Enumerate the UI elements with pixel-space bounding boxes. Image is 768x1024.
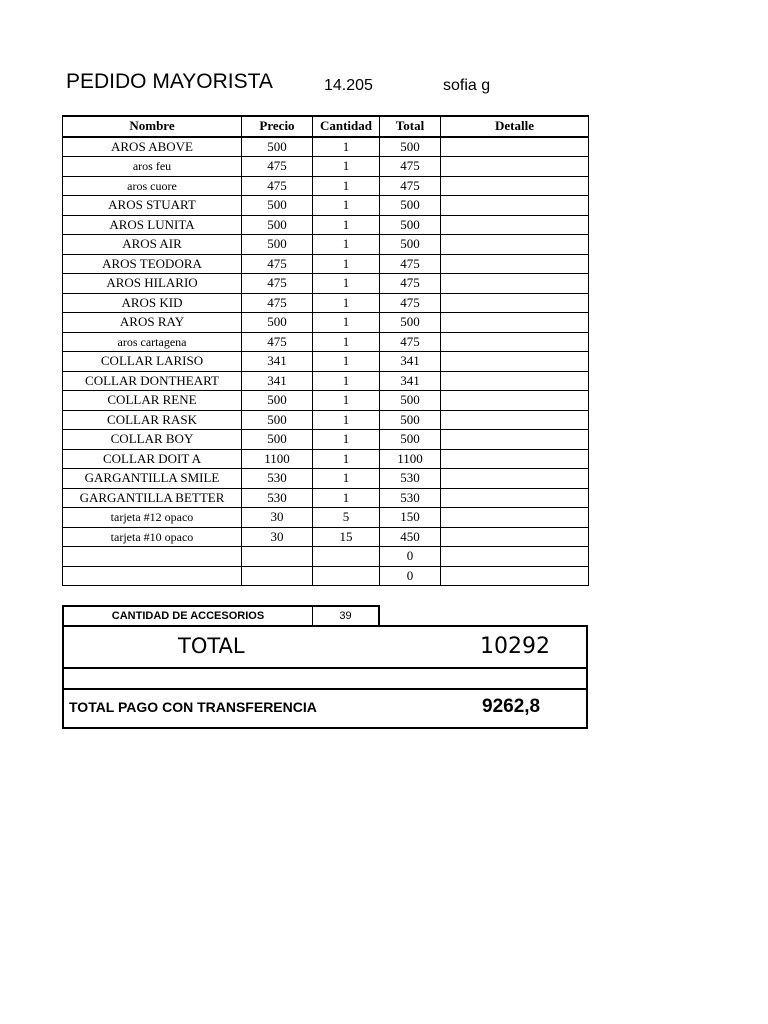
cell-detalle <box>441 508 589 528</box>
table-header-row <box>63 116 589 137</box>
cell-detalle <box>441 137 589 157</box>
cell-cantidad: 1 <box>313 137 380 157</box>
cell-nombre: GARGANTILLA BETTER <box>63 488 242 508</box>
table-row <box>63 488 589 508</box>
column-header-precio: Precio <box>242 116 313 137</box>
cell-cantidad: 1 <box>313 430 380 450</box>
table-row <box>63 449 589 469</box>
cell-precio: 530 <box>242 469 313 489</box>
cell-cantidad: 1 <box>313 371 380 391</box>
cell-nombre <box>63 566 242 586</box>
cell-precio: 530 <box>242 488 313 508</box>
cell-detalle <box>441 235 589 255</box>
cell-nombre: AROS AIR <box>63 235 242 255</box>
cell-precio: 500 <box>242 137 313 157</box>
cell-nombre: COLLAR DONTHEART <box>63 371 242 391</box>
cell-nombre: COLLAR BOY <box>63 430 242 450</box>
table-row <box>63 410 589 430</box>
cell-nombre <box>63 547 242 567</box>
accessories-count-value: 39 <box>312 605 380 627</box>
table-row <box>63 332 589 352</box>
blank-row <box>64 669 586 690</box>
accessories-count-box <box>62 605 379 625</box>
cell-total: 475 <box>380 332 441 352</box>
table-row <box>63 196 589 216</box>
cell-nombre: AROS HILARIO <box>63 274 242 294</box>
cell-total: 500 <box>380 235 441 255</box>
table-row <box>63 352 589 372</box>
cell-precio: 500 <box>242 430 313 450</box>
cell-total: 475 <box>380 274 441 294</box>
cell-precio: 475 <box>242 176 313 196</box>
table-row <box>63 430 589 450</box>
cell-total: 500 <box>380 215 441 235</box>
cell-detalle <box>441 332 589 352</box>
column-header-nombre: Nombre <box>63 116 242 137</box>
cell-cantidad: 1 <box>313 157 380 177</box>
cell-nombre: AROS TEODORA <box>63 254 242 274</box>
cell-nombre: AROS LUNITA <box>63 215 242 235</box>
cell-precio: 500 <box>242 410 313 430</box>
cell-detalle <box>441 352 589 372</box>
cell-precio: 475 <box>242 274 313 294</box>
cell-detalle <box>441 176 589 196</box>
cell-precio <box>242 547 313 567</box>
cell-cantidad: 1 <box>313 254 380 274</box>
cell-total: 500 <box>380 313 441 333</box>
table-row <box>63 566 589 586</box>
table-row <box>63 293 589 313</box>
transfer-total-label: TOTAL PAGO CON TRANSFERENCIA <box>69 699 317 715</box>
cell-cantidad: 1 <box>313 196 380 216</box>
cell-precio: 475 <box>242 254 313 274</box>
cell-cantidad <box>313 547 380 567</box>
cell-nombre: COLLAR LARISO <box>63 352 242 372</box>
cell-detalle <box>441 410 589 430</box>
totals-box <box>62 625 588 729</box>
table-row <box>63 391 589 411</box>
cell-cantidad: 5 <box>313 508 380 528</box>
cell-precio: 30 <box>242 527 313 547</box>
cell-cantidad: 1 <box>313 274 380 294</box>
cell-detalle <box>441 254 589 274</box>
cell-nombre: AROS STUART <box>63 196 242 216</box>
cell-cantidad: 1 <box>313 469 380 489</box>
cell-detalle <box>441 157 589 177</box>
cell-nombre: COLLAR RENE <box>63 391 242 411</box>
cell-detalle <box>441 469 589 489</box>
cell-total: 341 <box>380 371 441 391</box>
cell-total: 500 <box>380 196 441 216</box>
cell-total: 475 <box>380 176 441 196</box>
cell-cantidad: 1 <box>313 235 380 255</box>
table-row <box>63 254 589 274</box>
cell-nombre: aros feu <box>63 157 242 177</box>
cell-detalle <box>441 313 589 333</box>
page-title: PEDIDO MAYORISTA <box>66 70 273 93</box>
column-header-cantidad: Cantidad <box>313 116 380 137</box>
cell-cantidad <box>313 566 380 586</box>
cell-cantidad: 1 <box>313 313 380 333</box>
column-header-total: Total <box>380 116 441 137</box>
cell-nombre: aros cuore <box>63 176 242 196</box>
total-value: 10292 <box>480 634 550 659</box>
cell-nombre: COLLAR RASK <box>63 410 242 430</box>
cell-precio: 1100 <box>242 449 313 469</box>
cell-total: 500 <box>380 391 441 411</box>
cell-detalle <box>441 488 589 508</box>
cell-detalle <box>441 215 589 235</box>
table-row <box>63 215 589 235</box>
cell-cantidad: 1 <box>313 449 380 469</box>
cell-nombre: AROS RAY <box>63 313 242 333</box>
cell-total: 450 <box>380 527 441 547</box>
cell-cantidad: 1 <box>313 332 380 352</box>
cell-total: 500 <box>380 430 441 450</box>
cell-detalle <box>441 547 589 567</box>
cell-detalle <box>441 449 589 469</box>
cell-nombre: tarjeta #10 opaco <box>63 527 242 547</box>
cell-total: 500 <box>380 410 441 430</box>
cell-precio: 30 <box>242 508 313 528</box>
cell-precio: 341 <box>242 352 313 372</box>
cell-detalle <box>441 430 589 450</box>
total-row <box>64 627 586 669</box>
client-name: sofia g <box>443 77 491 94</box>
cell-nombre: tarjeta #12 opaco <box>63 508 242 528</box>
cell-total: 341 <box>380 352 441 372</box>
table-row <box>63 235 589 255</box>
cell-nombre: AROS ABOVE <box>63 137 242 157</box>
accessories-count-label: CANTIDAD DE ACCESORIOS <box>62 605 313 627</box>
table-row <box>63 508 589 528</box>
cell-precio: 475 <box>242 293 313 313</box>
table-row <box>63 469 589 489</box>
cell-total: 530 <box>380 469 441 489</box>
cell-precio: 500 <box>242 235 313 255</box>
cell-detalle <box>441 293 589 313</box>
cell-nombre: AROS KID <box>63 293 242 313</box>
cell-total: 475 <box>380 157 441 177</box>
table-row <box>63 137 589 157</box>
cell-cantidad: 1 <box>313 352 380 372</box>
column-header-detalle: Detalle <box>441 116 589 137</box>
cell-cantidad: 1 <box>313 176 380 196</box>
order-number: 14.205 <box>324 77 373 94</box>
cell-cantidad: 1 <box>313 488 380 508</box>
table-row <box>63 547 589 567</box>
cell-total: 0 <box>380 547 441 567</box>
table-row <box>63 157 589 177</box>
cell-total: 0 <box>380 566 441 586</box>
cell-precio: 500 <box>242 215 313 235</box>
cell-total: 475 <box>380 293 441 313</box>
transfer-total-value: 9262,8 <box>482 696 541 717</box>
transfer-total-row <box>64 690 586 727</box>
table-row <box>63 274 589 294</box>
cell-precio: 500 <box>242 313 313 333</box>
cell-total: 475 <box>380 254 441 274</box>
cell-total: 1100 <box>380 449 441 469</box>
cell-detalle <box>441 566 589 586</box>
cell-precio: 500 <box>242 196 313 216</box>
cell-total: 500 <box>380 137 441 157</box>
cell-cantidad: 1 <box>313 391 380 411</box>
cell-nombre: COLLAR DOIT A <box>63 449 242 469</box>
cell-total: 150 <box>380 508 441 528</box>
cell-nombre: GARGANTILLA SMILE <box>63 469 242 489</box>
cell-cantidad: 1 <box>313 293 380 313</box>
cell-detalle <box>441 391 589 411</box>
cell-precio: 475 <box>242 332 313 352</box>
cell-cantidad: 15 <box>313 527 380 547</box>
table-row <box>63 313 589 333</box>
cell-precio: 341 <box>242 371 313 391</box>
cell-detalle <box>441 274 589 294</box>
cell-nombre: aros cartagena <box>63 332 242 352</box>
table-row <box>63 371 589 391</box>
cell-total: 530 <box>380 488 441 508</box>
total-label: TOTAL <box>178 634 245 658</box>
order-table <box>62 115 589 586</box>
cell-precio <box>242 566 313 586</box>
table-row <box>63 527 589 547</box>
cell-detalle <box>441 196 589 216</box>
cell-detalle <box>441 371 589 391</box>
cell-detalle <box>441 527 589 547</box>
cell-precio: 500 <box>242 391 313 411</box>
table-row <box>63 176 589 196</box>
table-body <box>63 137 589 586</box>
cell-precio: 475 <box>242 157 313 177</box>
cell-cantidad: 1 <box>313 215 380 235</box>
cell-cantidad: 1 <box>313 410 380 430</box>
